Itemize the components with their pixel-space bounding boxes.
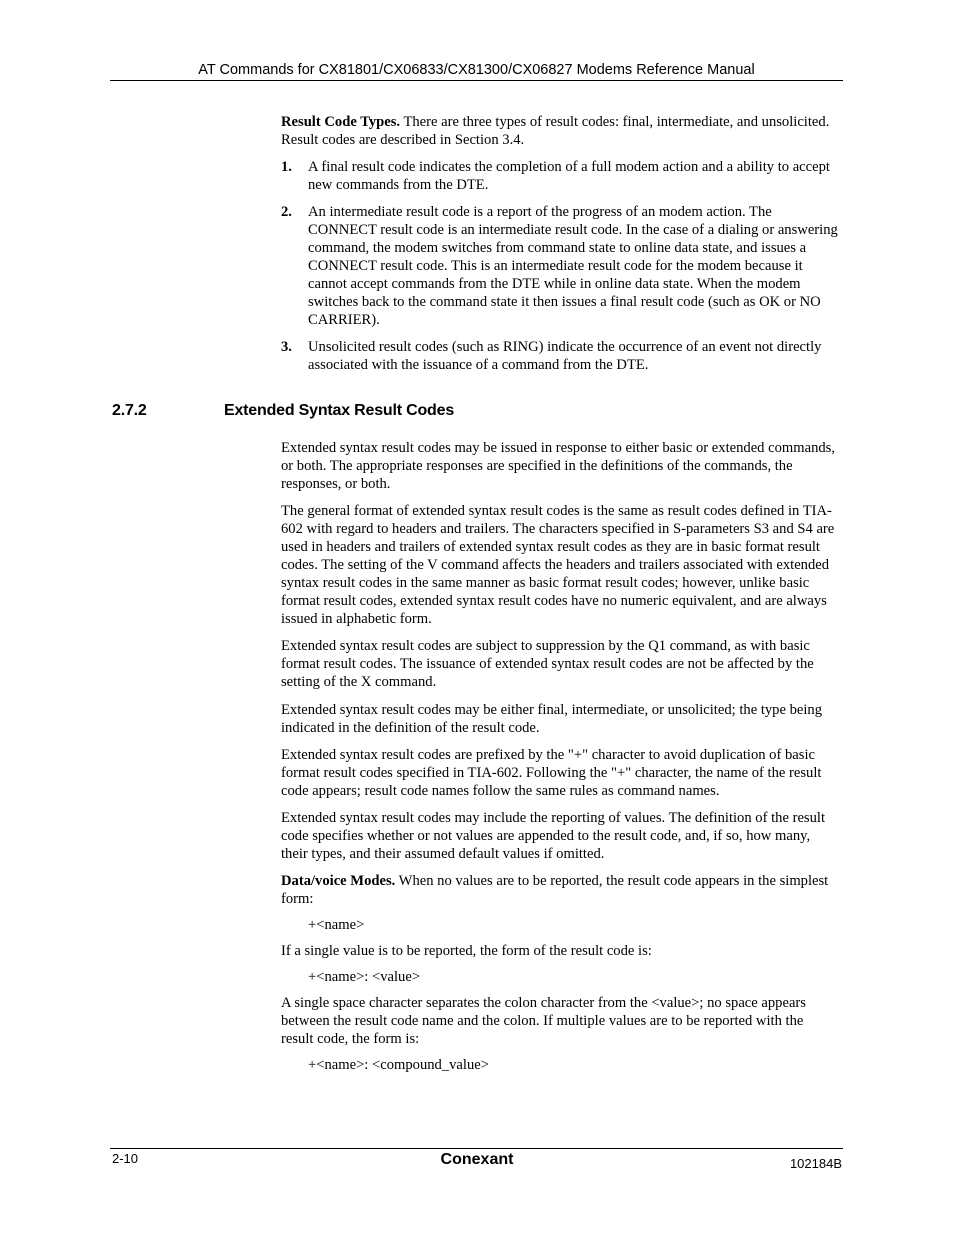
list-item-number: 2. <box>281 204 292 220</box>
footer-doc-number: 102184B <box>789 1156 842 1171</box>
result-code-types-list <box>281 158 839 374</box>
section-body <box>281 439 839 1074</box>
body-paragraph-7 <box>281 872 839 908</box>
footer-divider <box>110 1148 843 1149</box>
page-header: AT Commands for CX81801/CX06833/CX81300/CX06827 Modems Reference Manual <box>110 61 843 81</box>
list-item-text: An intermediate result code is a report of the progress of an modem action. The CONNECT result code is an intermediate result code. In the case of a dialing or answering command, the modem switches from command state to online data state, and issues a CONNECT result code. This is an intermediate result code for the modem because it cannot accept commands from the DTE while in online data state. When the modem switches back to the command state it then issues a final result code (such as OK or NO CARRIER). <box>308 204 838 328</box>
data-voice-modes-text: When no values are to be reported, the result code appears in the simplest form: <box>281 873 829 907</box>
footer-page-number: 2-10 <box>112 1151 139 1166</box>
data-voice-modes-lead: Data/voice Modes. <box>281 873 396 889</box>
code-example-1: +<name> <box>308 917 365 933</box>
list-item-text: A final result code indicates the completion of a full modem action and a ability to accept new commands from the DTE. <box>308 159 830 193</box>
body-paragraph-8: If a single value is to be reported, the form of the result code is: <box>281 943 652 959</box>
list-item-number: 3. <box>281 339 292 355</box>
section-title: Extended Syntax Result Codes <box>224 402 455 419</box>
body-paragraph-9: A single space character separates the colon character from the <value>; no space appears between the result code name and the colon. If multiple values are to be reported with the result code, the form is: <box>281 995 806 1047</box>
result-code-types-text: There are three types of result codes: final, intermediate, and unsolicited. Result codes are described in Section 3.4. <box>281 114 830 148</box>
list-item-text: Unsolicited result codes (such as RING) indicate the occurrence of an event not directly associated with the issuance of a command from the DTE. <box>308 339 822 373</box>
result-code-types-block <box>281 113 839 374</box>
body-paragraph-4: Extended syntax result codes may be either final, intermediate, or unsolicited; the type being indicated in the definition of the result code. <box>281 702 823 736</box>
result-code-types-lead: Result Code Types. <box>281 114 401 130</box>
code-example-2: +<name>: <value> <box>308 969 421 985</box>
code-example-3: +<name>: <compound_value> <box>308 1057 489 1073</box>
body-paragraph-2: The general format of extended syntax result codes is the same as result codes defined in TIA-602 with regard to headers and trailers. The characters specified in S-parameters S3 and S4 are used in headers and trailers of extended syntax result codes as they are in basic format result codes. The setting of the V command affects the headers and trailers associated with extended syntax result codes in the same manner as basic format result codes; however, unlike basic format result codes, extended syntax result codes have no numeric equivalent, and are always issued in alphabetic form. <box>281 503 835 627</box>
result-code-types-paragraph <box>281 113 839 149</box>
list-item <box>281 338 839 374</box>
list-item-number: 1. <box>281 159 292 175</box>
body-paragraph-3: Extended syntax result codes are subject to suppression by the Q1 command, as with basic format result codes. The issuance of extended syntax result codes are not be affected by the setting of the X command. <box>281 638 814 690</box>
section-heading <box>112 400 454 422</box>
body-paragraph-1: Extended syntax result codes may be issued in response to either basic or extended commands, or both. The appropriate responses are specified in the definitions of the commands, the responses, or both. <box>281 440 836 492</box>
body-paragraph-6: Extended syntax result codes may include the reporting of values. The definition of the result code specifies whether or not values are appended to the result code, and, if so, how many, their types, and their assumed default values if omitted. <box>281 810 826 862</box>
list-item <box>281 203 839 329</box>
body-paragraph-5: Extended syntax result codes are prefixed by the "+" character to avoid duplication of basic format result codes specified in TIA-602. Following the "+" character, the name of the result code appears; result code names follow the same rules as command names. <box>281 747 822 799</box>
footer-company: Conexant <box>440 1151 514 1168</box>
section-number: 2.7.2 <box>112 402 147 419</box>
list-item <box>281 158 839 194</box>
